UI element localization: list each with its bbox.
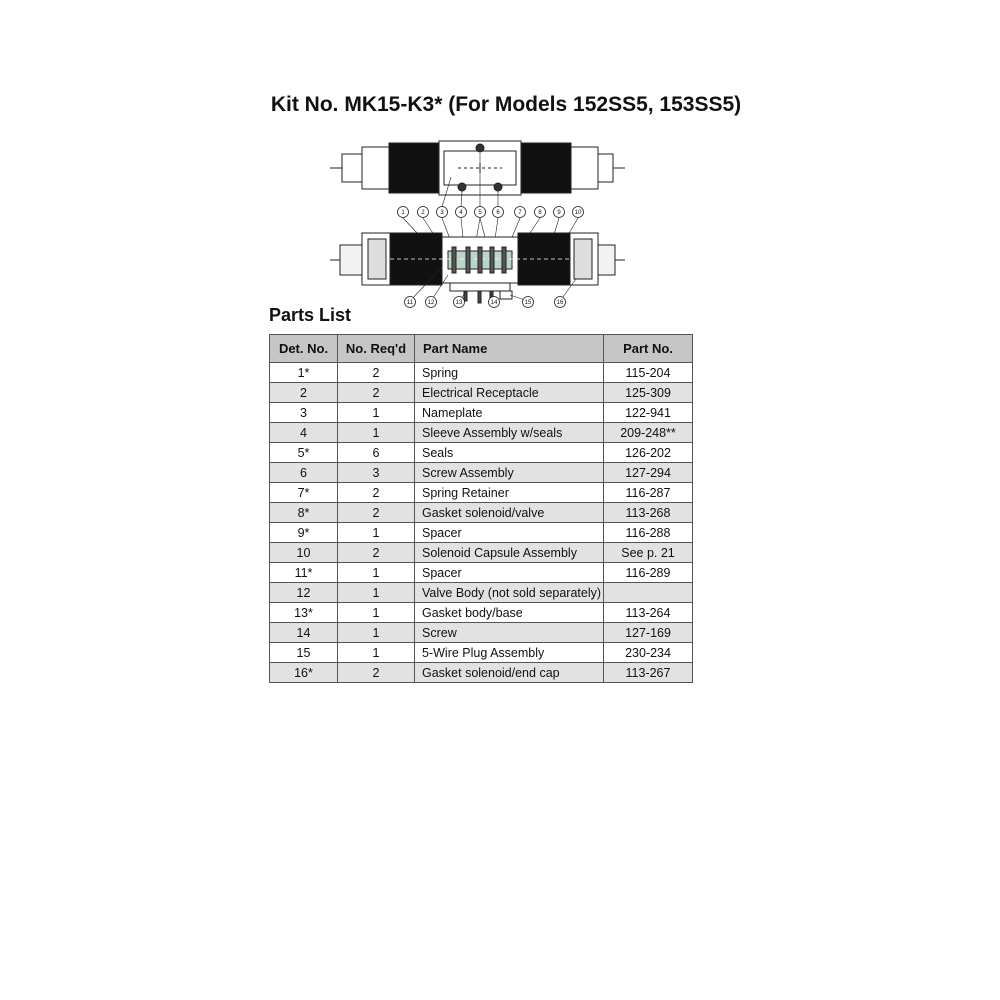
part-name-cell: Screw	[415, 623, 604, 643]
callout-label: 3	[440, 210, 444, 216]
part-name-cell: Sleeve Assembly w/seals	[415, 423, 604, 443]
table-row	[270, 523, 693, 543]
qty-cell: 1	[338, 623, 415, 643]
callout-label: 10	[574, 210, 582, 216]
det-no-cell: 11*	[270, 563, 338, 583]
table-row	[270, 603, 693, 623]
table-row	[270, 643, 693, 663]
part-name-cell: Electrical Receptacle	[415, 383, 604, 403]
parts-table	[269, 334, 693, 683]
parts-table-body	[270, 363, 693, 683]
part-no-cell: 116-288	[604, 523, 693, 543]
part-no-cell: 122-941	[604, 403, 693, 423]
table-row	[270, 403, 693, 423]
part-name-cell: 5-Wire Plug Assembly	[415, 643, 604, 663]
part-name-cell: Spacer	[415, 523, 604, 543]
det-no-cell: 13*	[270, 603, 338, 623]
part-no-cell: 126-202	[604, 443, 693, 463]
qty-cell: 2	[338, 663, 415, 683]
qty-cell: 3	[338, 463, 415, 483]
qty-cell: 2	[338, 383, 415, 403]
callout-label: 8	[538, 210, 542, 216]
table-header-row	[270, 335, 693, 363]
part-no-cell: 127-294	[604, 463, 693, 483]
part-name-cell: Spring	[415, 363, 604, 383]
qty-cell: 1	[338, 563, 415, 583]
part-name-cell: Gasket solenoid/end cap	[415, 663, 604, 683]
part-name-cell: Solenoid Capsule Assembly	[415, 543, 604, 563]
det-no-cell: 2	[270, 383, 338, 403]
part-no-cell: 209-248**	[604, 423, 693, 443]
column-header: Det. No.	[270, 335, 338, 363]
qty-cell: 2	[338, 363, 415, 383]
det-no-cell: 7*	[270, 483, 338, 503]
column-header: No. Req'd	[338, 335, 415, 363]
column-header: Part No.	[604, 335, 693, 363]
det-no-cell: 1*	[270, 363, 338, 383]
callout-label: 1	[401, 210, 405, 216]
callout-label: 11	[406, 300, 414, 306]
table-row	[270, 443, 693, 463]
table-row	[270, 543, 693, 563]
table-row	[270, 363, 693, 383]
table-row	[270, 483, 693, 503]
part-no-cell: 125-309	[604, 383, 693, 403]
qty-cell: 2	[338, 483, 415, 503]
det-no-cell: 9*	[270, 523, 338, 543]
det-no-cell: 8*	[270, 503, 338, 523]
column-header: Part Name	[415, 335, 604, 363]
det-no-cell: 16*	[270, 663, 338, 683]
screw-icon	[476, 144, 484, 152]
callout-label: 5	[478, 210, 482, 216]
callout-label: 12	[427, 300, 435, 306]
part-no-cell: 230-234	[604, 643, 693, 663]
callout-label: 7	[518, 210, 522, 216]
part-no-cell: 115-204	[604, 363, 693, 383]
screw-icon	[458, 183, 466, 191]
callout-label: 16	[556, 300, 564, 306]
qty-cell: 1	[338, 643, 415, 663]
callout-label: 6	[496, 210, 500, 216]
part-name-cell: Spacer	[415, 563, 604, 583]
part-no-cell	[604, 583, 693, 603]
table-row	[270, 423, 693, 443]
parts-list-heading: Parts List	[269, 305, 352, 325]
part-name-cell: Gasket solenoid/valve	[415, 503, 604, 523]
part-no-cell: 113-267	[604, 663, 693, 683]
det-no-cell: 15	[270, 643, 338, 663]
part-name-cell: Nameplate	[415, 403, 604, 423]
part-no-cell: 113-264	[604, 603, 693, 623]
part-no-cell: 113-268	[604, 503, 693, 523]
det-no-cell: 14	[270, 623, 338, 643]
qty-cell: 2	[338, 543, 415, 563]
part-name-cell: Seals	[415, 443, 604, 463]
qty-cell: 1	[338, 423, 415, 443]
qty-cell: 2	[338, 503, 415, 523]
det-no-cell: 4	[270, 423, 338, 443]
callout-label: 14	[490, 300, 498, 306]
part-name-cell: Gasket body/base	[415, 603, 604, 623]
part-no-cell: 127-169	[604, 623, 693, 643]
table-row	[270, 463, 693, 483]
qty-cell: 6	[338, 443, 415, 463]
callout-label: 4	[459, 210, 463, 216]
qty-cell: 1	[338, 603, 415, 623]
valve-exploded-diagram	[330, 135, 625, 313]
table-row	[270, 383, 693, 403]
qty-cell: 1	[338, 583, 415, 603]
table-row	[270, 663, 693, 683]
part-no-cell: See p. 21	[604, 543, 693, 563]
part-name-cell: Spring Retainer	[415, 483, 604, 503]
callout-label: 9	[557, 210, 561, 216]
table-row	[270, 623, 693, 643]
part-no-cell: 116-287	[604, 483, 693, 503]
section-view	[330, 233, 625, 303]
table-row	[270, 503, 693, 523]
qty-cell: 1	[338, 523, 415, 543]
det-no-cell: 6	[270, 463, 338, 483]
page-title: Kit No. MK15-K3* (For Models 152SS5, 153SS5)	[270, 93, 742, 116]
screw-icon	[494, 183, 502, 191]
part-no-cell: 116-289	[604, 563, 693, 583]
callout-label: 2	[421, 210, 425, 216]
det-no-cell: 3	[270, 403, 338, 423]
det-no-cell: 12	[270, 583, 338, 603]
det-no-cell: 10	[270, 543, 338, 563]
callout-label: 15	[524, 300, 532, 306]
qty-cell: 1	[338, 403, 415, 423]
part-name-cell: Screw Assembly	[415, 463, 604, 483]
callout-label: 13	[455, 300, 463, 306]
det-no-cell: 5*	[270, 443, 338, 463]
table-row	[270, 563, 693, 583]
table-row	[270, 583, 693, 603]
part-name-cell: Valve Body (not sold separately)	[415, 583, 604, 603]
